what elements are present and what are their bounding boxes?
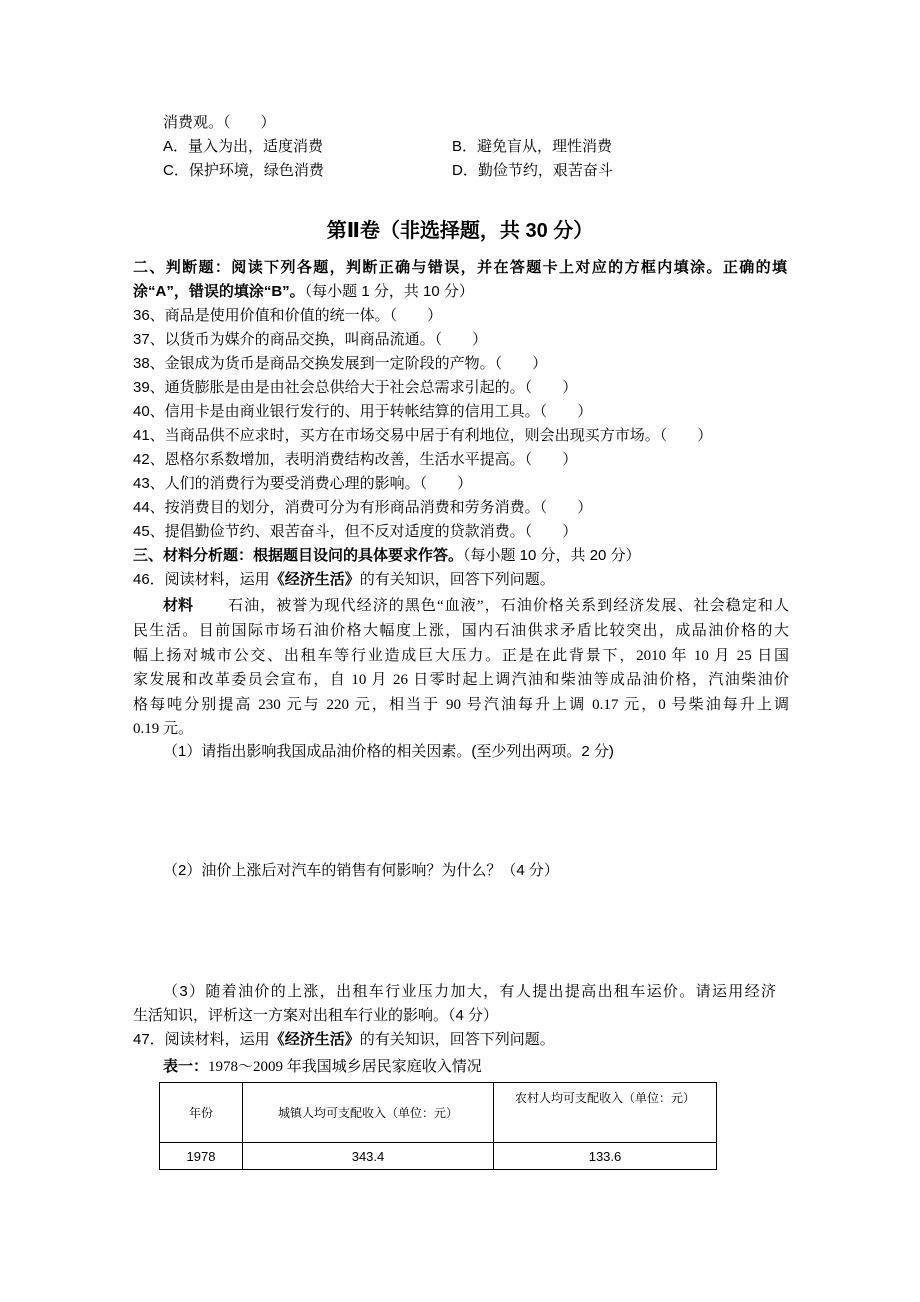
judgment-item: 43、人们的消费行为要受消费心理的影响。（ ）: [133, 475, 473, 492]
judgment-heading-line2: [133, 280, 474, 304]
judgment-item: 44、按消费目的划分，消费可分为有形商品消费和劳务消费。（ ）: [133, 499, 593, 516]
judgment-item: 39、通货膨胀是由是由社会总供给大于社会总需求引起的。（ ）: [133, 379, 578, 396]
judgment-heading-continued: 涂“A”，错误的填涂“B”。: [133, 283, 305, 300]
sub-question-3-continued: 生活知识，评析这一方案对出租车行业的影响。（4 分）: [133, 1007, 499, 1024]
table-cell-urban-income: 343.4: [243, 1143, 494, 1170]
table-cell-rural-income: 133.6: [494, 1143, 717, 1170]
judgment-heading: 二、判断题：阅读下列各题，判断正确与错误，并在答题卡上对应的方框内填涂。正确的填: [133, 259, 787, 276]
q47-prompt-before: 47．阅读材料，运用: [133, 1031, 270, 1048]
table-header-row: [160, 1083, 717, 1143]
option-c: C．保护环境，绿色消费: [163, 162, 324, 179]
table-row: [160, 1143, 717, 1170]
q46-prompt-after: 的有关知识，回答下列问题。: [359, 571, 555, 588]
income-table: [159, 1082, 717, 1170]
option-a: A．量入为出，适度消费: [163, 138, 324, 155]
material-line: 民生活。目前国际市场石油价格大幅度上涨，国内石油供求矛盾比较突出，成品油价格的大: [133, 623, 789, 639]
table-header-cell: 城镇人均可支配收入（单位：元）: [243, 1083, 494, 1143]
q47-book-title: 《经济生活》: [269, 1031, 360, 1048]
question-46-prompt: [133, 568, 555, 592]
material-line: 石油，被誉为现代经济的黑色“血液”，石油价格关系到经济发展、社会稳定和人: [228, 598, 789, 614]
material-line: 家发展和改革委员会宣布，自 10 月 26 日零时起上调汽油和柴油等成品油价格，汽油柴油价: [133, 672, 789, 688]
table-header-cell: 农村人均可支配收入（单位：元）: [494, 1083, 717, 1143]
part2-title: 第Ⅱ卷（非选择题，共 30 分）: [326, 220, 594, 242]
q47-prompt-after: 的有关知识，回答下列问题。: [359, 1031, 555, 1048]
judgment-item: 40、信用卡是由商业银行发行的、用于转帐结算的信用工具。（ ）: [133, 403, 593, 420]
question-47-prompt: [133, 1028, 555, 1052]
judgment-item: 38、金银成为货币是商品交换发展到一定阶段的产物。（ ）: [133, 355, 548, 372]
material-line: 幅上扬对城市公交、出租车等行业造成巨大压力。正是在此背景下，2010 年 10 月 25 日国: [133, 648, 789, 664]
option-d: D．勤俭节约，艰苦奋斗: [452, 162, 613, 179]
table-caption: [163, 1055, 482, 1079]
sub-question-2: （2）油价上涨后对汽车的销售有何影响？为什么？（4 分）: [163, 862, 559, 879]
judgment-item: 45、提倡勤俭节约、艰苦奋斗，但不反对适度的贷款消费。（ ）: [133, 523, 578, 540]
judgment-scoring: （每小题 1 分，共 10 分）: [304, 283, 474, 300]
judgment-item: 42、恩格尔系数增加，表明消费结构改善，生活水平提高。（ ）: [133, 451, 578, 468]
q46-book-title: 《经济生活》: [269, 571, 360, 588]
table-header-cell: 年份: [160, 1083, 243, 1143]
judgment-item: 36、商品是使用价值和价值的统一体。（ ）: [133, 307, 443, 324]
analysis-scoring: （每小题 10 分，共 20 分）: [463, 547, 641, 564]
q46-prompt-before: 46．阅读材料，运用: [133, 571, 270, 588]
material-label: 材料: [163, 598, 194, 614]
material-line: 格每吨分别提高 230 元与 220 元，相当于 90 号汽油每升上调 0.17 元，0 号柴油每升上调: [133, 697, 789, 713]
question-stem-tail: 消费观。（ ）: [163, 114, 276, 131]
material-line: 0.19 元。: [133, 721, 194, 737]
table-cell-year: 1978: [160, 1143, 243, 1170]
sub-question-1: （1）请指出影响我国成品油价格的相关因素。(至少列出两项。2 分): [163, 743, 614, 760]
table-caption-label: 表一：: [163, 1058, 209, 1075]
table-caption-text: 1978～2009 年我国城乡居民家庭收入情况: [208, 1059, 482, 1075]
sub-question-3: （3）随着油价的上涨，出租车行业压力加大，有人提出提高出租车运价。请运用经济: [163, 983, 776, 1000]
option-b: B．避免盲从，理性消费: [452, 138, 613, 155]
judgment-item: 41、当商品供不应求时，买方在市场交易中居于有利地位，则会出现买方市场。（ ）: [133, 427, 713, 444]
analysis-heading: 三、材料分析题：根据题目设问的具体要求作答。: [133, 547, 464, 564]
judgment-item: 37、以货币为媒介的商品交换，叫商品流通。（ ）: [133, 331, 488, 348]
analysis-heading-line: [133, 544, 641, 568]
